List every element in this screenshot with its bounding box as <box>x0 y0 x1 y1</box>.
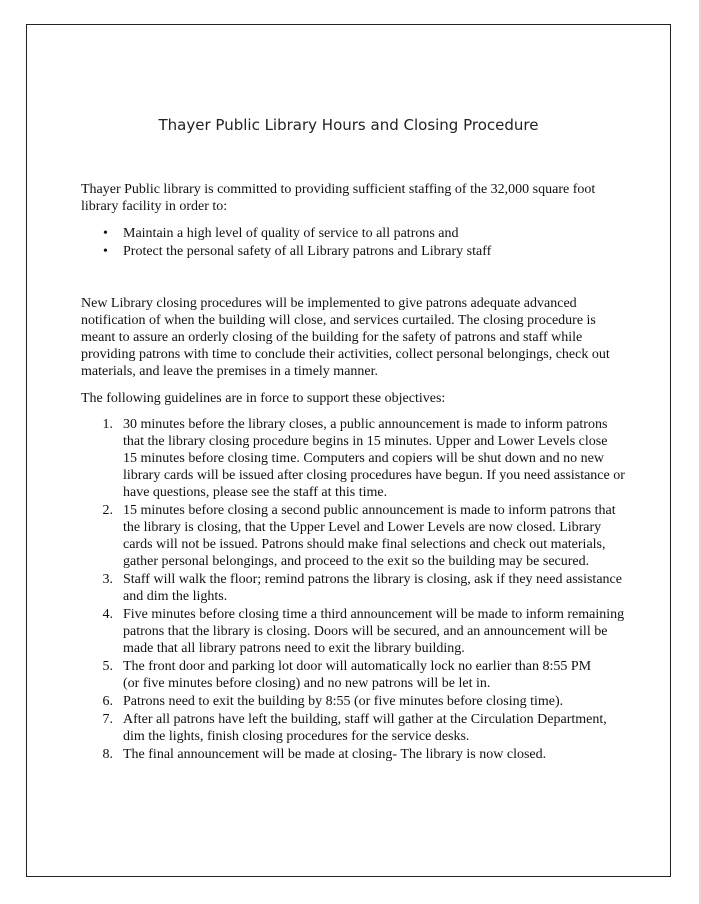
guideline-item <box>81 658 626 692</box>
item-number: 2. <box>102 503 113 518</box>
item-line: After all patrons have left the building, staff will gather at the Circulation Department, <box>123 712 607 727</box>
closing-procedure-paragraph <box>81 295 641 380</box>
item-line: Patrons need to exit the building by 8:55 (or five minutes before closing time). <box>123 694 564 709</box>
paragraph-line: providing patrons with time to conclude their activities, collect personal belongings, check out <box>81 347 610 362</box>
item-line: made that all library patrons need to exit the library building. <box>123 641 465 656</box>
intro-line: Thayer Public library is committed to providing sufficient staffing of the 32,000 square foot <box>81 182 596 197</box>
bullet-text: Protect the personal safety of all Library patrons and Library staff <box>123 244 492 259</box>
item-line: The final announcement will be made at closing- The library is now closed. <box>123 747 547 762</box>
intro-line: library facility in order to: <box>81 199 228 214</box>
item-number: 7. <box>102 712 113 727</box>
bullet-text: Maintain a high level of quality of service to all patrons and <box>123 226 459 241</box>
guideline-item <box>81 746 626 763</box>
item-line: cards will not be issued. Patrons should make final selections and check out materials, <box>123 537 606 552</box>
guideline-item <box>81 416 626 501</box>
paragraph-line: materials, and leave the premises in a timely manner. <box>81 364 379 379</box>
guideline-item <box>81 502 626 570</box>
bullet-item <box>81 225 651 242</box>
paragraph-line: New Library closing procedures will be implemented to give patrons adequate advanced <box>81 296 577 311</box>
document-title: Thayer Public Library Hours and Closing Procedure <box>158 116 539 134</box>
item-line: 15 minutes before closing a second public announcement is made to inform patrons that <box>123 503 616 518</box>
guideline-item <box>81 606 626 657</box>
guideline-item <box>81 693 626 710</box>
item-number: 8. <box>102 747 113 762</box>
item-line: dim the lights, finish closing procedures for the service desks. <box>123 729 470 744</box>
item-line: Five minutes before closing time a third announcement will be made to inform remaining <box>123 607 625 622</box>
guidelines-intro: The following guidelines are in force to support these objectives: <box>81 391 446 406</box>
paragraph-line: meant to assure an orderly closing of the building for the safety of patrons and staff while <box>81 330 583 345</box>
item-line: have questions, please see the staff at this time. <box>123 485 388 500</box>
item-line: 15 minutes before closing time. Computers and copiers will be shut down and no new <box>123 451 604 466</box>
intro-paragraph <box>81 181 651 215</box>
item-line: 30 minutes before the library closes, a public announcement is made to inform patrons <box>123 417 608 432</box>
item-line: The front door and parking lot door will automatically lock no earlier than 8:55 PM <box>123 659 592 674</box>
item-number: 5. <box>102 659 113 674</box>
guidelines-numbered-list <box>81 416 626 764</box>
item-line: Staff will walk the floor; remind patrons the library is closing, ask if they need assistance <box>123 572 622 587</box>
item-number: 1. <box>102 417 113 432</box>
item-line: library cards will be issued after closing procedures have begun. If you need assistance or <box>123 468 625 483</box>
item-line: that the library closing procedure begins in 15 minutes. Upper and Lower Levels close <box>123 434 608 449</box>
item-line: and dim the lights. <box>123 589 228 604</box>
item-line: patrons that the library is closing. Doors will be secured, and an announcement will be <box>123 624 608 639</box>
item-line: the library is closing, that the Upper Level and Lower Levels are now closed. Library <box>123 520 602 535</box>
item-number: 4. <box>102 607 113 622</box>
objectives-bullet-list <box>81 225 651 261</box>
item-line: gather personal belongings, and proceed to the exit so the building may be secured. <box>123 554 590 569</box>
guideline-item <box>81 711 626 745</box>
bullet-marker: • <box>103 226 108 241</box>
guideline-item <box>81 571 626 605</box>
bullet-item <box>81 243 651 260</box>
item-line: (or five minutes before closing) and no new patrons will be let in. <box>123 676 491 691</box>
item-number: 6. <box>102 694 113 709</box>
paragraph-line: notification of when the building will close, and services curtailed. The closing procedure is <box>81 313 596 328</box>
item-number: 3. <box>102 572 113 587</box>
bullet-marker: • <box>103 244 108 259</box>
